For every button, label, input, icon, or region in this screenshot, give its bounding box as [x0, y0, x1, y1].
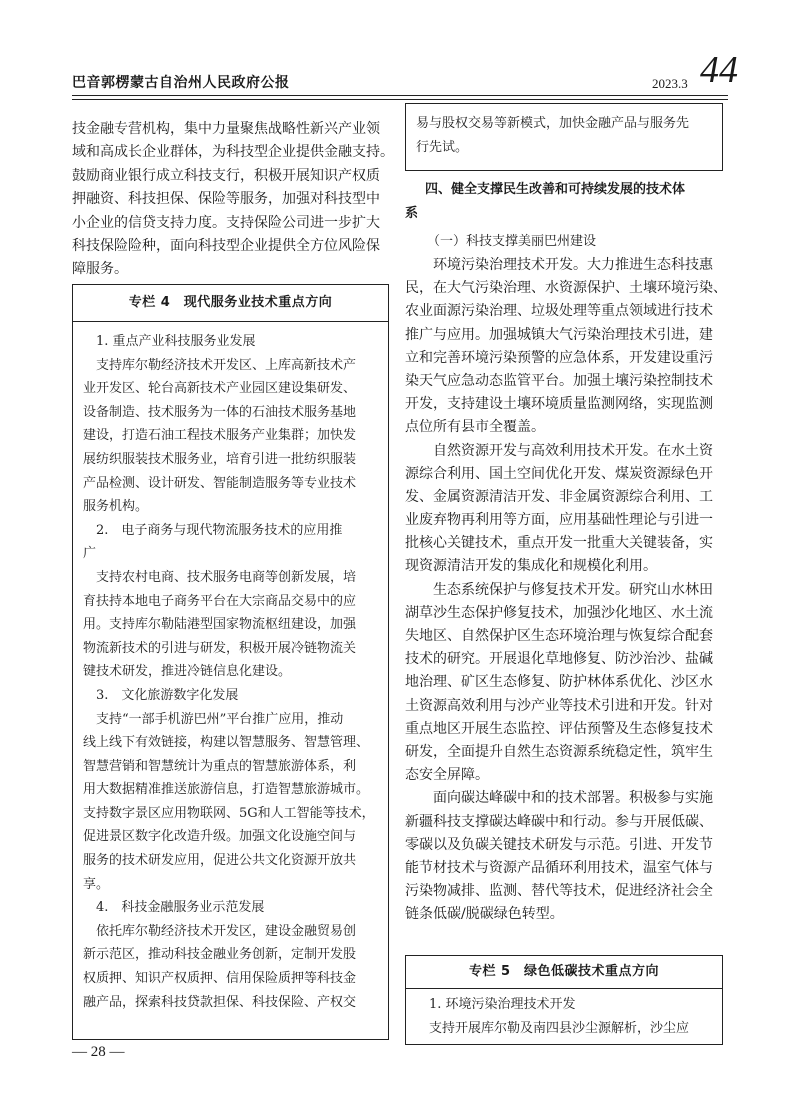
box-text-line: 依托库尔勒经济技术开发区，建设金融贸易创 — [83, 923, 357, 939]
text-line: 湖草沙生态保护修复技术，加强沙化地区、水土流 — [405, 604, 713, 621]
text-line: 障服务。 — [72, 261, 128, 278]
header-title: 巴音郭楞蒙古自治州人民政府公报 — [72, 75, 290, 91]
page-number: — 28 — — [72, 1044, 125, 1060]
box-text-line: 支持开展库尔勒及南四县沙尘源解析，沙尘应 — [416, 1020, 690, 1036]
sidebar-box-4 — [72, 284, 389, 1040]
box-text-line: 享。 — [83, 876, 110, 892]
box-text-line: 智慧营销和智慧统计为重点的智慧旅游体系，利 — [83, 758, 357, 774]
text-line: 现资源清洁开发的集成化和规模化利用。 — [405, 558, 657, 575]
box-text-line: 用大数据精准推送旅游信息，打造智慧旅游城市。 — [83, 782, 370, 798]
text-line: 研发，全面提升自然生态资源系统稳定性，筑牢生 — [405, 743, 713, 760]
box-text-line: 业开发区、轮台高新技术产业园区建设集研发、 — [83, 381, 357, 397]
text-line: 染天气应急动态监管平台。加强土壤污染控制技术 — [405, 372, 713, 389]
box-text-line: 支持“一部手机游巴州”平台推广应用，推动 — [83, 711, 344, 727]
box-text-line: 线上线下有效链接，构建以智慧服务、智慧管理、 — [83, 735, 370, 751]
text-line: 零碳以及负碳关键技术研发与示范。引进、开发节 — [405, 836, 713, 853]
text-line: 重点地区开展生态监控、评估预警及生态修复技术 — [405, 720, 713, 737]
box-text-line: 1. 重点产业科技服务业发展 — [83, 334, 256, 349]
box-text-line: 广 — [83, 546, 97, 562]
box-text-line: 设备制造、技术服务为一体的石油技术服务基地 — [83, 404, 357, 420]
box-text-line: 3. 文化旅游数字化发展 — [83, 687, 239, 703]
section-heading-cont: 系 — [405, 206, 419, 221]
text-line: 科技保险险种，面向科技型企业提供全方位风险保 — [72, 237, 380, 254]
sidebar-box-4-body — [73, 322, 388, 1014]
text-line: 污染物减排、监测、替代等技术，促进经济社会全 — [405, 883, 713, 900]
box-text-line: 易与股权交易等新模式，加快金融产品与服务先 — [416, 116, 690, 131]
box-text-line: 物流新技术的引进与研发，积极开展冷链物流关 — [83, 640, 357, 656]
text-line: 开发，支持建设土壤环境质量监测网络，实现监测 — [405, 396, 713, 413]
box-text-line: 新示范区，推动科技金融业务创新，定制开发股 — [83, 947, 357, 963]
box-text-line: 展纺织服装技术服务业，培育引进一批纺织服装 — [83, 451, 357, 467]
left-intro-text — [72, 118, 392, 282]
text-line: 态安全屏障。 — [405, 767, 489, 784]
box-text-line: 服务的技术研发应用，促进公共文化资源开放共 — [83, 853, 357, 869]
text-line: 技金融专营机构，集中力量聚焦战略性新兴产业领 — [72, 121, 380, 137]
box-text-line: 服务机构。 — [83, 499, 149, 515]
box-text-line: 促进景区数字化改造升级。加强文化设施空间与 — [83, 829, 357, 845]
text-line: 面向碳达峰碳中和的技术部署。积极参与实施 — [405, 790, 713, 807]
box-text-line: 键技术研发，推进冷链信息化建设。 — [83, 664, 292, 680]
text-line: 发、金属资源清洁开发、非金属资源综合利用、工 — [405, 488, 713, 505]
text-line: 立和完善环境污染预警的应急体系，开发建设重污 — [405, 349, 713, 366]
text-line: 生态系统保护与修复技术开发。研究山水林田 — [405, 581, 713, 598]
text-line: 土资源高效利用与沙产业等技术引进和开发。针对 — [405, 697, 713, 714]
header-date: 2023.3 — [652, 76, 688, 91]
text-line: 批核心关键技术，重点开发一批重大关键装备，实 — [405, 535, 713, 552]
box-text-line: 建设，打造石油工程技术服务产业集群；加快发 — [83, 428, 357, 444]
text-line: 环境污染治理技术开发。大力推进生态科技惠 — [405, 257, 713, 273]
box-text-line: 1. 环境污染治理技术开发 — [416, 997, 576, 1012]
box-text-line: 行先试。 — [416, 139, 469, 155]
text-line: 失地区、自然保护区生态环境治理与恢复综合配套 — [405, 628, 713, 644]
header-rule-thin — [72, 99, 728, 100]
text-line: 点位所有县市全覆盖。 — [405, 419, 545, 436]
text-line: 鼓励商业银行成立科技支行，积极开展知识产权质 — [72, 167, 380, 184]
issue-number: 44 — [700, 49, 738, 91]
box-text-line: 产品检测、设计研发、智能制造服务等专业技术 — [83, 475, 357, 491]
text-line: 农业面源污染治理、垃圾处理等重点领域进行技术 — [405, 303, 713, 320]
box-text-line: 用。支持库尔勒陆港型国家物流枢纽建设，加强 — [83, 617, 357, 633]
text-line: 小企业的信贷支持力度。支持保险公司进一步扩大 — [72, 214, 380, 231]
box-text-line: 融产品，探索科技贷款担保、科技保险、产权交 — [83, 994, 357, 1010]
text-line: 业废弃物再利用等方面，应用基础性理论与引进一 — [405, 512, 713, 529]
subsection-heading: （一）科技支撑美丽巴州建设 — [427, 234, 597, 249]
box-text-line: 支持农村电商、技术服务电商等创新发展，培 — [83, 569, 357, 585]
right-body-text — [405, 254, 727, 926]
text-line: 链条低碳/脱碳绿色转型。 — [405, 906, 564, 923]
box-text-line: 育扶持本地电子商务平台在大宗商品交易中的应 — [83, 593, 357, 609]
box-text-line: 4. 科技金融服务业示范发展 — [83, 900, 265, 916]
text-line: 押融资、科技担保、保险等服务，加强对科技型中 — [72, 191, 380, 208]
sidebar-box-4-cont-body — [406, 104, 722, 159]
box-text-line: 2. 电子商务与现代物流服务技术的应用推 — [83, 522, 343, 538]
section-heading: 四、健全支撑民生改善和可持续发展的技术体 — [425, 182, 686, 197]
text-line: 技术的研究。开展退化草地修复、防沙治沙、盐碱 — [405, 651, 713, 668]
sidebar-box-4-continued — [405, 103, 723, 171]
text-line: 能节材技术与资源产品循环利用技术，温室气体与 — [405, 859, 713, 876]
text-line: 自然资源开发与高效利用技术开发。在水土资 — [405, 442, 713, 459]
sidebar-box-5-title: 专栏 5 绿色低碳技术重点方向 — [406, 956, 722, 989]
sidebar-box-5-body — [406, 989, 722, 1040]
text-line: 源综合利用、国土空间优化开发、煤炭资源绿色开 — [405, 465, 713, 482]
text-line: 地治理、矿区生态修复、防护林体系优化、沙区水 — [405, 674, 713, 691]
right-column — [405, 178, 727, 926]
box-text-line: 权质押、知识产权质押、信用保险质押等科技金 — [83, 971, 357, 987]
sidebar-box-4-title: 专栏 4 现代服务业技术重点方向 — [73, 285, 388, 322]
text-line: 域和高成长企业群体，为科技型企业提供金融支持。 — [72, 144, 394, 161]
box-text-line: 支持数字景区应用物联网、5G和人工智能等技术， — [83, 805, 375, 821]
text-line: 民，在大气污染治理、水资源保护、土壤环境污染、 — [405, 280, 727, 297]
text-line: 新疆科技支撑碳达峰碳中和行动。参与开展低碳、 — [405, 813, 713, 830]
text-line: 推广与应用。加强城镇大气污染治理技术引进，建 — [405, 326, 713, 343]
header-rule-thick — [72, 95, 728, 96]
sidebar-box-5 — [405, 955, 723, 1045]
box-text-line: 支持库尔勒经济技术开发区、上库高新技术产 — [83, 357, 357, 373]
